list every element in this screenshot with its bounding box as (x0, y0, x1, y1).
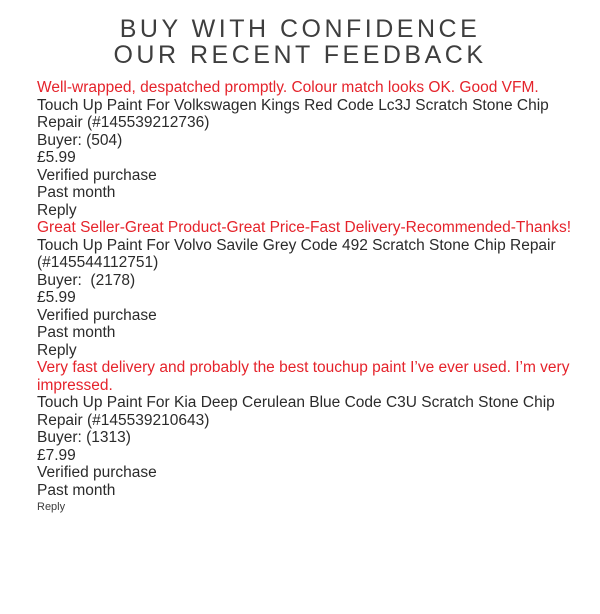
reply-link[interactable]: Reply (37, 201, 77, 219)
buyer-line: Buyer: (1313) (37, 429, 131, 446)
price: £7.99 (37, 446, 76, 464)
item-title: Touch Up Paint For Volkswagen Kings Red Code Lc3J Scratch Stone Chip Repair (#145539212736) (37, 96, 554, 131)
feedback-list (0, 79, 582, 517)
item-title: Touch Up Paint For Volvo Savile Grey Code 492 Scratch Stone Chip Repair (#145544112751) (37, 236, 560, 271)
feedback-comment: Well-wrapped, despatched promptly. Colour match looks OK. Good VFM. (37, 79, 539, 96)
verified-label: Verified purchase (37, 306, 157, 324)
page-title (0, 16, 600, 68)
page-title-line1: BUY WITH CONFIDENCE (119, 15, 481, 43)
feedback-entry (37, 79, 582, 219)
period-label: Past month (37, 324, 116, 341)
price: £5.99 (37, 149, 76, 166)
feedback-comment: Very fast delivery and probably the best touchup paint I’ve ever used. I’m very impressed. (37, 359, 570, 394)
buyer-line: Buyer: (504) (37, 131, 123, 149)
verified-label: Verified purchase (37, 464, 157, 481)
feedback-comment: Great Seller-Great Product-Great Price-Fast Delivery-Recommended-Thanks! (37, 219, 572, 236)
page-title-line2: OUR RECENT FEEDBACK (113, 41, 487, 69)
reply-link[interactable]: Reply (37, 501, 66, 513)
feedback-entry (37, 219, 582, 359)
verified-label: Verified purchase (37, 166, 157, 184)
price: £5.99 (37, 289, 76, 306)
item-title: Touch Up Paint For Kia Deep Cerulean Blue Code C3U Scratch Stone Chip Repair (#145539210643) (37, 394, 560, 429)
period-label: Past month (37, 184, 116, 201)
period-label: Past month (37, 481, 116, 499)
reply-link[interactable]: Reply (37, 341, 77, 359)
feedback-page (0, 16, 600, 517)
buyer-line: Buyer: (2178) (37, 271, 136, 289)
feedback-entry (37, 359, 582, 517)
